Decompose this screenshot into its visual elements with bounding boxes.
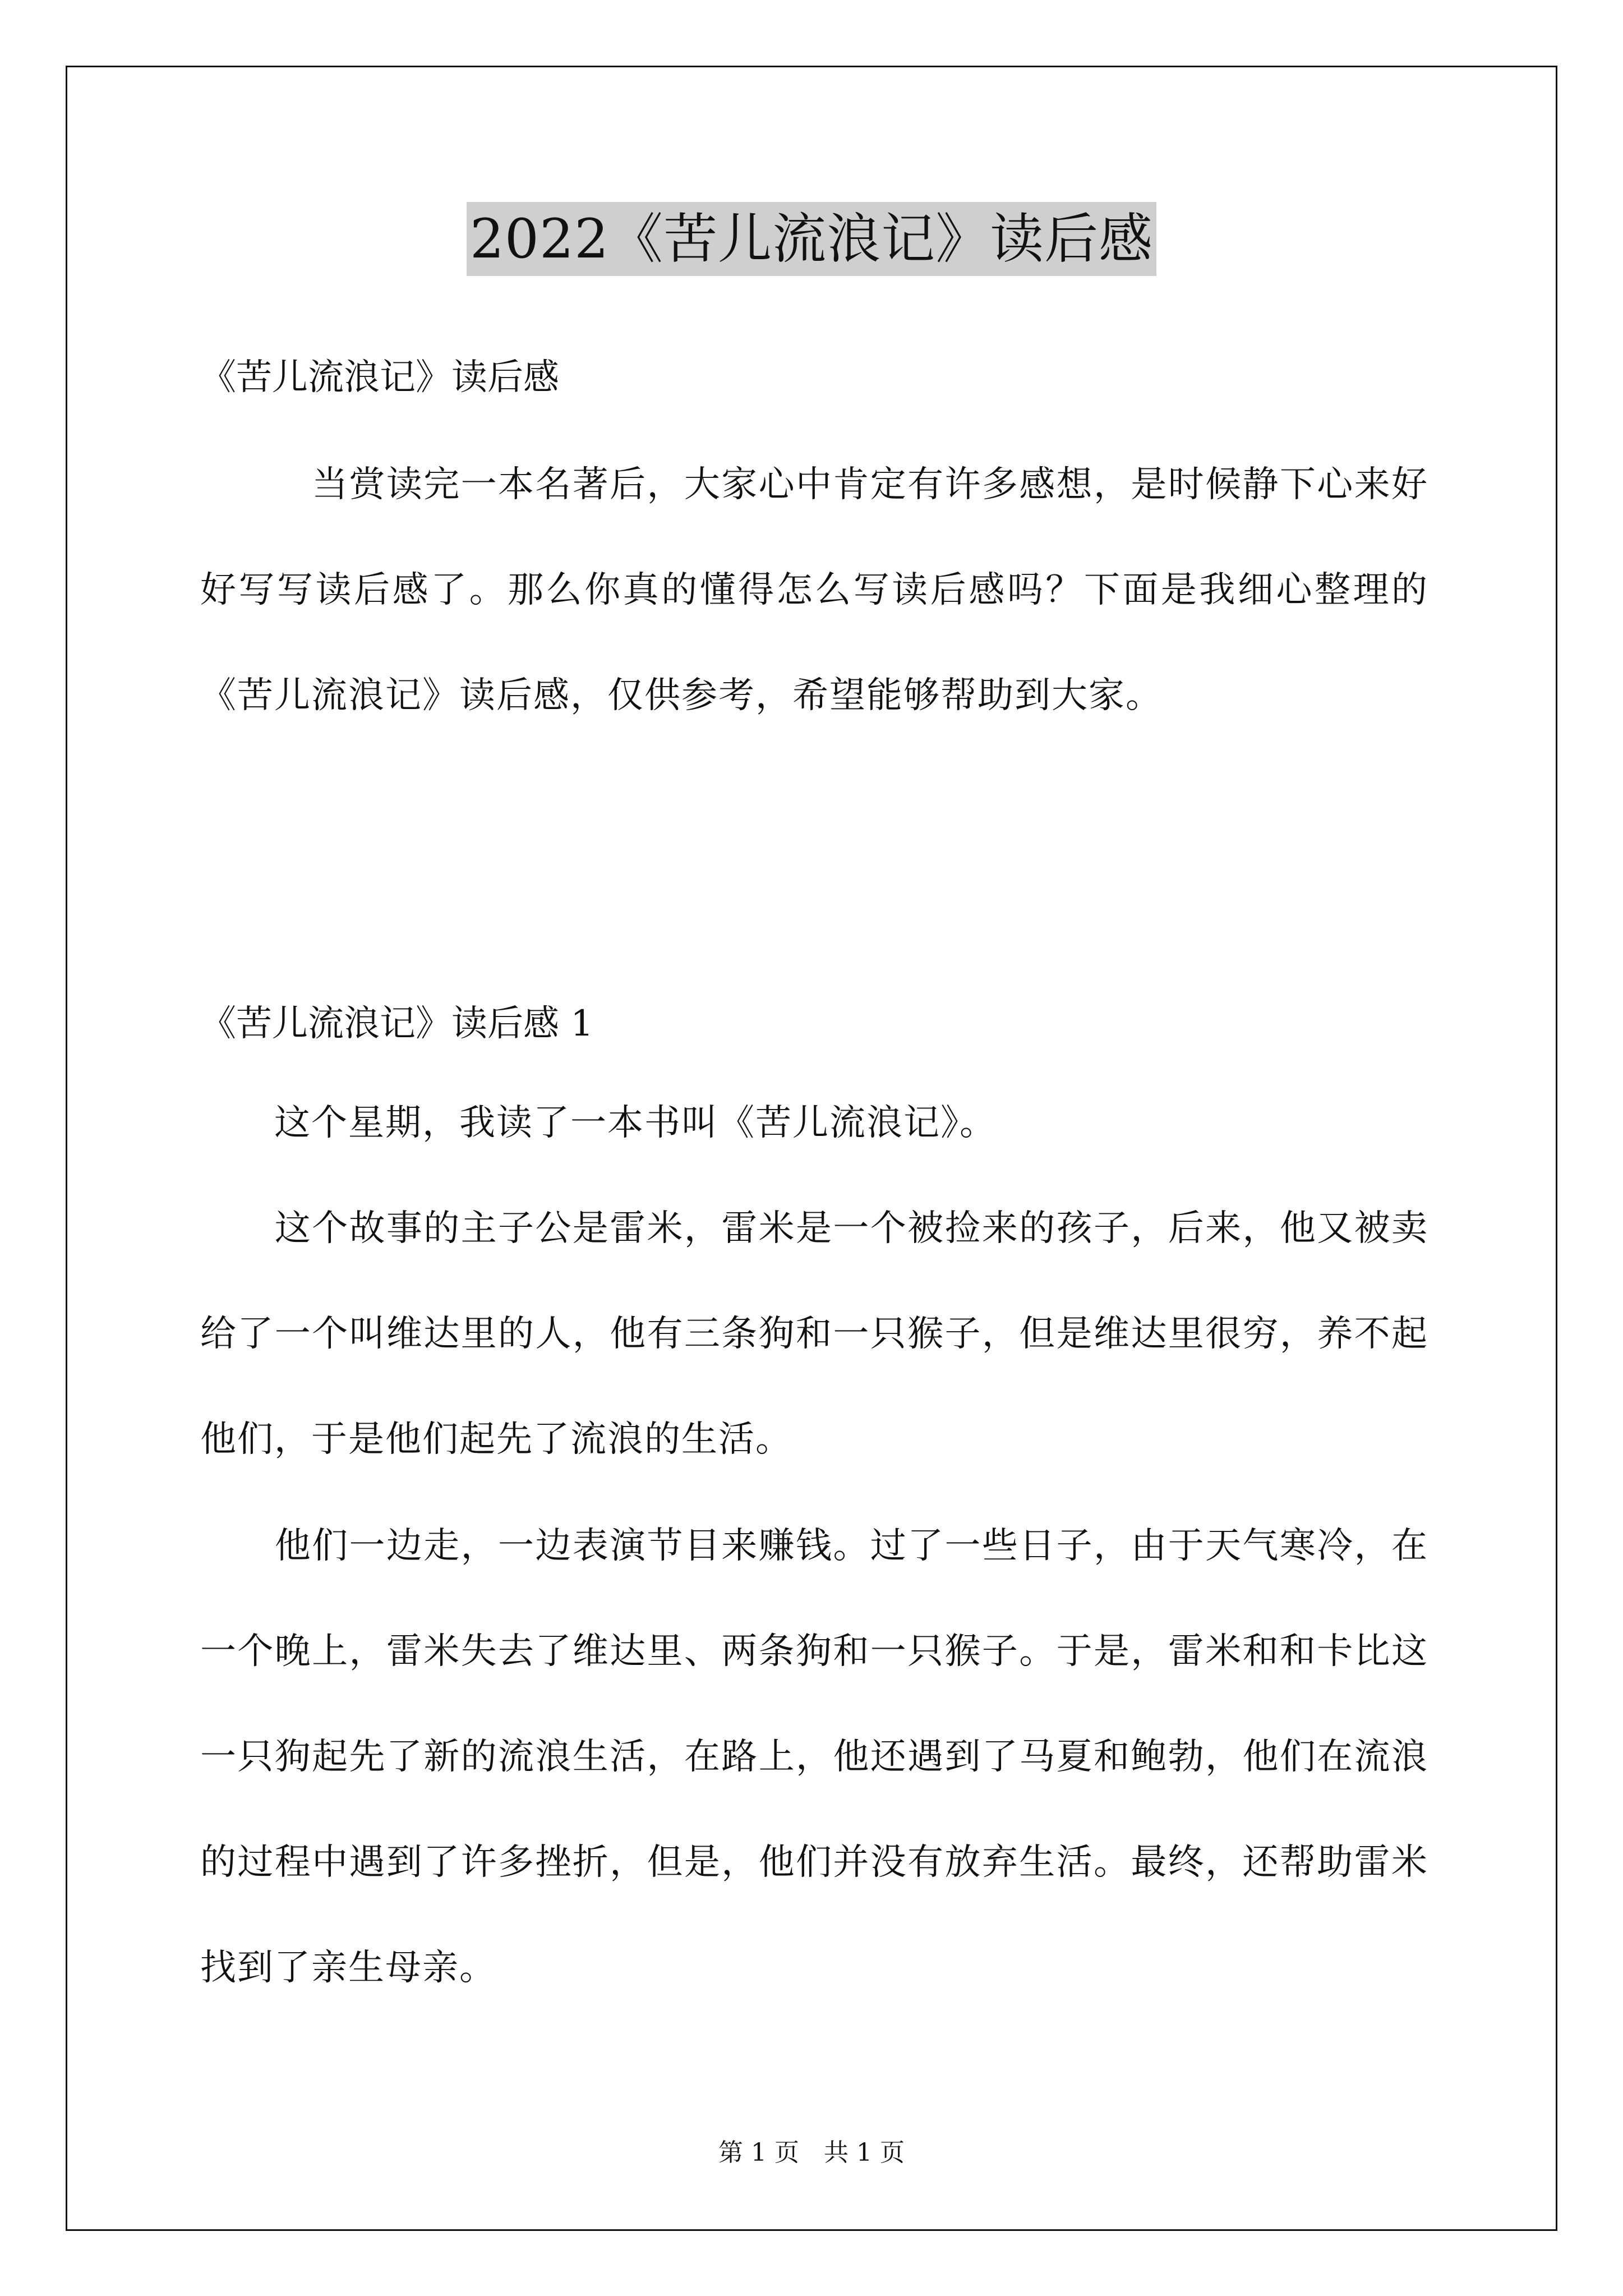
intro-paragraph: 当赏读完一本名著后，大家心中肯定有许多感想，是时候静下心来好好写写读后感了。那么你真的懂得怎么写读后感吗？下面是我细心整理的《苦儿流浪记》读后感，仅供参考，希望能够帮助到大家。 [200,464,1428,716]
section-heading-intro: 《苦儿流浪记》读后感 [200,357,559,398]
section-heading-1: 《苦儿流浪记》读后感 1 [200,1003,594,1045]
body-paragraph-1: 这个星期，我读了一本书叫《苦儿流浪记》。 [200,1102,997,1144]
page-footer: 第 1 页 共 1 页 [718,2138,905,2167]
body-paragraph-3: 他们一边走，一边表演节目来赚钱。过了一些日子，由于天气寒冷，在一个晚上，雷米失去了维达里、两条狗和一只猴子。于是，雷米和和卡比这一只狗起先了新的流浪生活，在路上，他还遇到了马夏和鲍勃，他们在流浪的过程中遇到了许多挫折，但是，他们并没有放弃生活。最终，还帮助雷米找到了亲生母亲。 [200,1525,1428,1989]
title-container [0,202,1623,276]
document-title: 2022《苦儿流浪记》读后感 [467,202,1156,276]
body-paragraph-2: 这个故事的主子公是雷米，雷米是一个被捡来的孩子，后来，他又被卖给了一个叫维达里的人，他有三条狗和一只猴子，但是维达里很穷，养不起他们，于是他们起先了流浪的生活。 [200,1208,1428,1460]
